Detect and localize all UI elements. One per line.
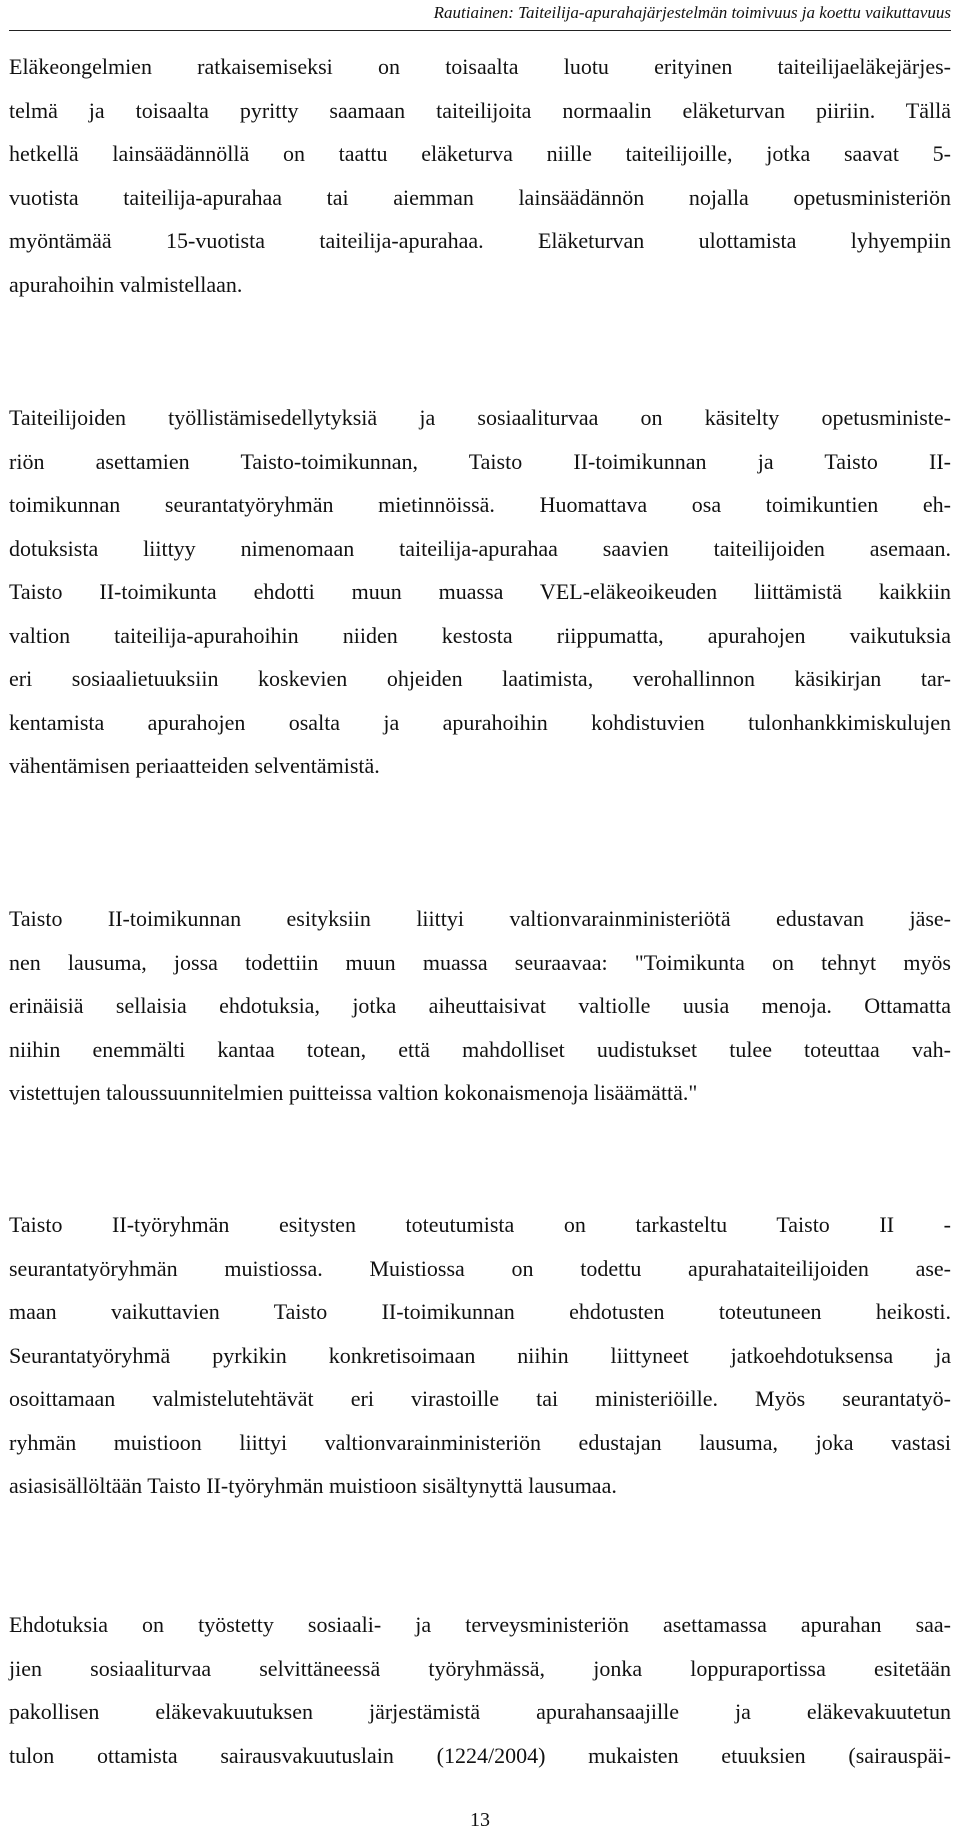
- text-line: osoittamaan valmistelutehtävät eri virastoille tai ministeriöille. Myös seurantatyö-: [9, 1386, 951, 1411]
- running-header: Rautiainen: Taiteilija-apurahajärjestelmän toimivuus ja koettu vaikuttavuus: [433, 3, 951, 22]
- text-line: vähentämisen periaatteiden selventämistä.: [9, 753, 380, 778]
- paragraph-taisto-committees: [9, 396, 951, 788]
- text-line: eri sosiaalietuuksiin koskevien ohjeiden laatimista, verohallinnon käsikirjan tar-: [9, 666, 951, 691]
- paragraph-followup-group: [9, 1203, 951, 1508]
- text-line: hetkellä lainsäädännöllä on taattu eläketurva niille taiteilijoille, jotka saavat 5-: [9, 141, 951, 166]
- text-line: Taisto II-toimikunnan esityksiin liittyi valtionvarainministeriötä edustavan jäse-: [9, 906, 951, 931]
- text-line: apurahoihin valmistellaan.: [9, 271, 243, 297]
- text-line: niihin enemmälti kantaa totean, että mahdolliset uudistukset tulee toteuttaa vah-: [9, 1036, 951, 1062]
- text-line: dotuksista liittyy nimenomaan taiteilija-apurahaa saavien taiteilijoiden asemaan.: [9, 535, 951, 561]
- text-line: Taiteilijoiden työllistämisedellytyksiä ja sosiaaliturvaa on käsitelty opetusministe-: [9, 405, 951, 430]
- text-line: asiasisällöltään Taisto II-työryhmän muistioon sisältynyttä lausumaa.: [9, 1473, 617, 1498]
- text-line: myöntämää 15-vuotista taiteilija-apurahaa. Eläketurvan ulottamista lyhyempiin: [9, 228, 951, 253]
- text-line: vuotista taiteilija-apurahaa tai aiemman lainsäädännön nojalla opetusministeriön: [9, 184, 951, 210]
- paragraph-social-security-proposals: [9, 1603, 951, 1777]
- text-line: ryhmän muistioon liittyi valtionvarainministeriön edustajan lausuma, joka vastasi: [9, 1429, 951, 1455]
- text-line: maan vaikuttavien Taisto II-toimikunnan ehdotusten toteutuneen heikosti.: [9, 1299, 951, 1324]
- text-line: erinäisiä sellaisia ehdotuksia, jotka aiheuttaisivat valtiolle uusia menoja. Ottamatta: [9, 993, 951, 1018]
- page-number: 13: [470, 1809, 490, 1831]
- text-line: Seurantatyöryhmä pyrkikin konkretisoimaan niihin liittyneet jatkoehdotuksensa ja: [9, 1342, 951, 1368]
- text-line: telmä ja toisaalta pyritty saamaan taiteilijoita normaalin eläketurvan piiriin. Tällä: [9, 97, 951, 123]
- paragraph-pension-problems: [9, 45, 951, 306]
- header-divider: [9, 30, 951, 31]
- text-line: riön asettamien Taisto-toimikunnan, Taisto II-toimikunnan ja Taisto II-: [9, 448, 951, 474]
- text-line: Ehdotuksia on työstetty sosiaali- ja terveysministeriön asettamassa apurahan saa-: [9, 1612, 951, 1637]
- text-line: vistettujen taloussuunnitelmien puitteissa valtion kokonaismenoja lisäämättä.": [9, 1080, 698, 1105]
- text-line: jien sosiaaliturvaa selvittäneessä työryhmässä, jonka loppuraportissa esitetään: [9, 1655, 951, 1681]
- text-line: Eläkeongelmien ratkaisemiseksi on toisaalta luotu erityinen taiteilijaeläkejärjes-: [9, 54, 951, 79]
- text-line: tulon ottamista sairausvakuutuslain (1224/2004) mukaisten etuuksien (sairauspäi-: [9, 1742, 951, 1768]
- paragraph-ministry-statement: [9, 897, 951, 1115]
- text-line: Taisto II-työryhmän esitysten toteutumista on tarkasteltu Taisto II -: [9, 1212, 951, 1237]
- text-line: seurantatyöryhmän muistiossa. Muistiossa on todettu apurahataiteilijoiden ase-: [9, 1255, 951, 1281]
- text-line: valtion taiteilija-apurahoihin niiden kestosta riippumatta, apurahojen vaikutuksia: [9, 622, 951, 648]
- text-line: toimikunnan seurantatyöryhmän mietinnöissä. Huomattava osa toimikuntien eh-: [9, 492, 951, 517]
- text-line: nen lausuma, jossa todettiin muun muassa seuraavaa: "Toimikunta on tehnyt myös: [9, 949, 951, 975]
- text-line: kentamista apurahojen osalta ja apurahoihin kohdistuvien tulonhankkimiskulujen: [9, 709, 951, 735]
- text-line: Taisto II-toimikunta ehdotti muun muassa VEL-eläkeoikeuden liittämistä kaikkiin: [9, 579, 951, 604]
- text-line: pakollisen eläkevakuutuksen järjestämistä apurahansaajille ja eläkevakuutetun: [9, 1699, 951, 1724]
